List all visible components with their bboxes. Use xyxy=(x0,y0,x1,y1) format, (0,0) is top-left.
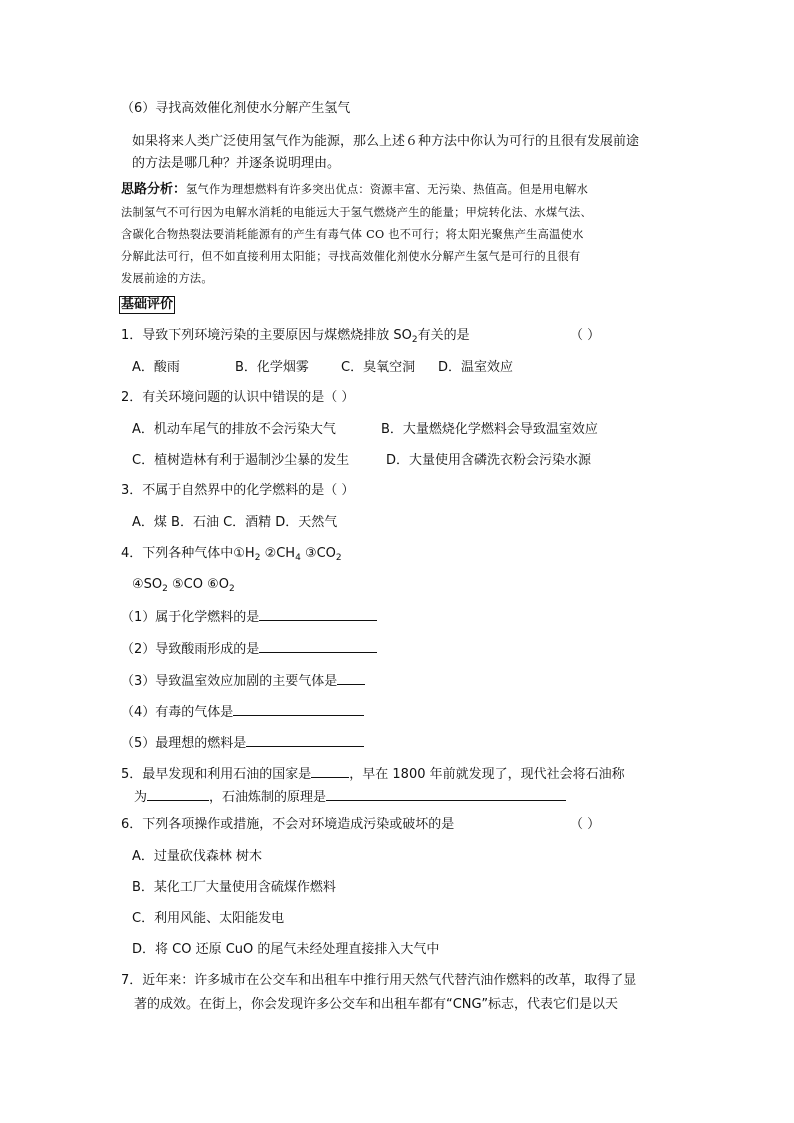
q5-line-2 xyxy=(134,788,566,806)
analysis-line-2: 法制氢气不可行因为电解水消耗的电能远大于氢气燃烧产生的能量；甲烷转化法、水煤气法、 xyxy=(121,206,592,219)
q4-blank-4[interactable] xyxy=(233,703,364,716)
q6-answer-paren: （ ） xyxy=(570,817,601,832)
q1-option-a: A．酸雨 xyxy=(132,360,180,375)
q2-stem: 2．有关环境问题的认识中错误的是（ ） xyxy=(121,390,355,405)
q1-stem xyxy=(121,328,470,344)
q4-sub-4 xyxy=(121,703,364,721)
q1-answer-paren: （ ） xyxy=(570,328,601,343)
q4-gases-line-2 xyxy=(132,577,235,593)
q4-sub-4-text: （4）有毒的气体是 xyxy=(121,705,234,720)
q1-option-c: C．臭氧空洞 xyxy=(341,360,416,375)
q2-option-c: C．植树造林有利于遏制沙尘暴的发生 xyxy=(132,453,350,468)
q1-option-b: B．化学烟雾 xyxy=(235,360,309,375)
q4-gas-ch4: ②CH xyxy=(260,546,296,561)
analysis-line-3: 含碳化合物热裂法要消耗能源有的产生有毒气体 CO 也不可行；将太阳光聚焦产生高温使水 xyxy=(121,228,584,241)
q4-text: 4．下列各种气体中①H xyxy=(121,546,255,561)
q4-blank-5[interactable] xyxy=(246,734,364,747)
q5-text-a: 5．最早发现和利用石油的国家是 xyxy=(121,767,312,782)
q4-sub-1 xyxy=(121,608,377,626)
q2-option-b: B．大量燃烧化学燃料会导致温室效应 xyxy=(381,422,598,437)
q6-option-d: D．将 CO 还原 CuO 的尾气未经处理直接排入大气中 xyxy=(132,942,440,957)
q5-blank-country[interactable] xyxy=(311,765,349,778)
q4-sub-2-text: （2）导致酸雨形成的是 xyxy=(121,642,260,657)
analysis-line-5: 发展前途的方法。 xyxy=(121,272,213,285)
q4-sub-5 xyxy=(121,734,364,752)
q4-blank-3[interactable] xyxy=(337,672,365,685)
q1-option-d: D．温室效应 xyxy=(438,360,514,375)
question-line-1: 如果将来人类广泛使用氢气作为能源，那么上述６种方法中你认为可行的且很有发展前途 xyxy=(132,134,640,149)
q4-gas-so2: ④SO xyxy=(132,577,163,592)
q5-line-1 xyxy=(121,765,625,783)
q6-option-b: B．某化工厂大量使用含硫煤作燃料 xyxy=(132,880,336,895)
q5-text-b: ，早在 1800 年前就发现了，现代社会将石油称 xyxy=(349,767,625,782)
q3-options: A．煤 B．石油 C．酒精 D．天然气 xyxy=(132,515,338,530)
q4-gas-co2: ③CO xyxy=(300,546,336,561)
q4-so2-sub: 2 xyxy=(162,584,168,594)
q4-sub-2 xyxy=(121,640,377,658)
analysis-label: 思路分析： xyxy=(121,182,187,197)
q6-stem: 6．下列各项操作或措施，不会对环境造成污染或破坏的是 xyxy=(121,817,455,832)
q3-stem: 3．不属于自然界中的化学燃料的是（ ） xyxy=(121,483,355,498)
q1-sub: 2 xyxy=(411,335,418,345)
q2-option-a: A．机动车尾气的排放不会污染大气 xyxy=(132,422,336,437)
q4-sub-3-text: （3）导致温室效应加剧的主要气体是 xyxy=(121,674,338,689)
q7-line-2: 著的成效。在街上，你会发现许多公交车和出租车都有“CNG”标志，代表它们是以天 xyxy=(134,997,619,1012)
q4-ch4-sub: 4 xyxy=(295,553,301,563)
q7-line-1: 7．近年来：许多城市在公交车和出租车中推行用天然气代替汽油作燃料的改革，取得了显 xyxy=(121,973,637,988)
q4-stem xyxy=(121,546,342,562)
item-6: （6）寻找高效催化剂使水分解产生氢气 xyxy=(121,101,351,116)
section-title: 基础评价 xyxy=(121,297,174,312)
q4-o2-sub: 2 xyxy=(229,584,235,594)
q5-text-c: 为 xyxy=(134,790,148,805)
q2-option-d: D．大量使用含磷洗衣粉会污染水源 xyxy=(386,453,592,468)
q1-text-b: 有关的是 xyxy=(417,328,470,343)
q6-option-c: C．利用风能、太阳能发电 xyxy=(132,911,285,926)
q4-sub-5-text: （5）最理想的燃料是 xyxy=(121,736,247,751)
analysis-line-4: 分解此法可行，但不如直接利用太阳能；寻找高效催化剂使水分解产生氢气是可行的且很有 xyxy=(121,250,581,263)
q6-option-a: A．过量砍伐森林 树木 xyxy=(132,849,263,864)
q4-sub-1-text: （1）属于化学燃料的是 xyxy=(121,610,260,625)
question-line-2: 的方法是哪几种？并逐条说明理由。 xyxy=(132,156,341,171)
q4-sub-3 xyxy=(121,672,365,690)
q4-blank-2[interactable] xyxy=(259,640,377,653)
analysis-line-1 xyxy=(121,182,588,198)
q1-text-a: 1．导致下列环境污染的主要原因与煤燃烧排放 SO xyxy=(121,328,412,343)
q4-gas-co-o2: ⑤CO ⑥O xyxy=(167,577,229,592)
q4-blank-1[interactable] xyxy=(259,608,377,621)
q5-blank-principle[interactable] xyxy=(326,788,566,801)
q4-h2-sub: 2 xyxy=(254,553,261,563)
q4-co2-sub: 2 xyxy=(335,553,342,563)
analysis-text-1: 氢气作为理想燃料有许多突出优点：资源丰富、无污染、热值高。但是用电解水 xyxy=(186,183,589,196)
q5-blank-name[interactable] xyxy=(147,788,209,801)
q5-text-d: ，石油炼制的原理是 xyxy=(209,790,327,805)
